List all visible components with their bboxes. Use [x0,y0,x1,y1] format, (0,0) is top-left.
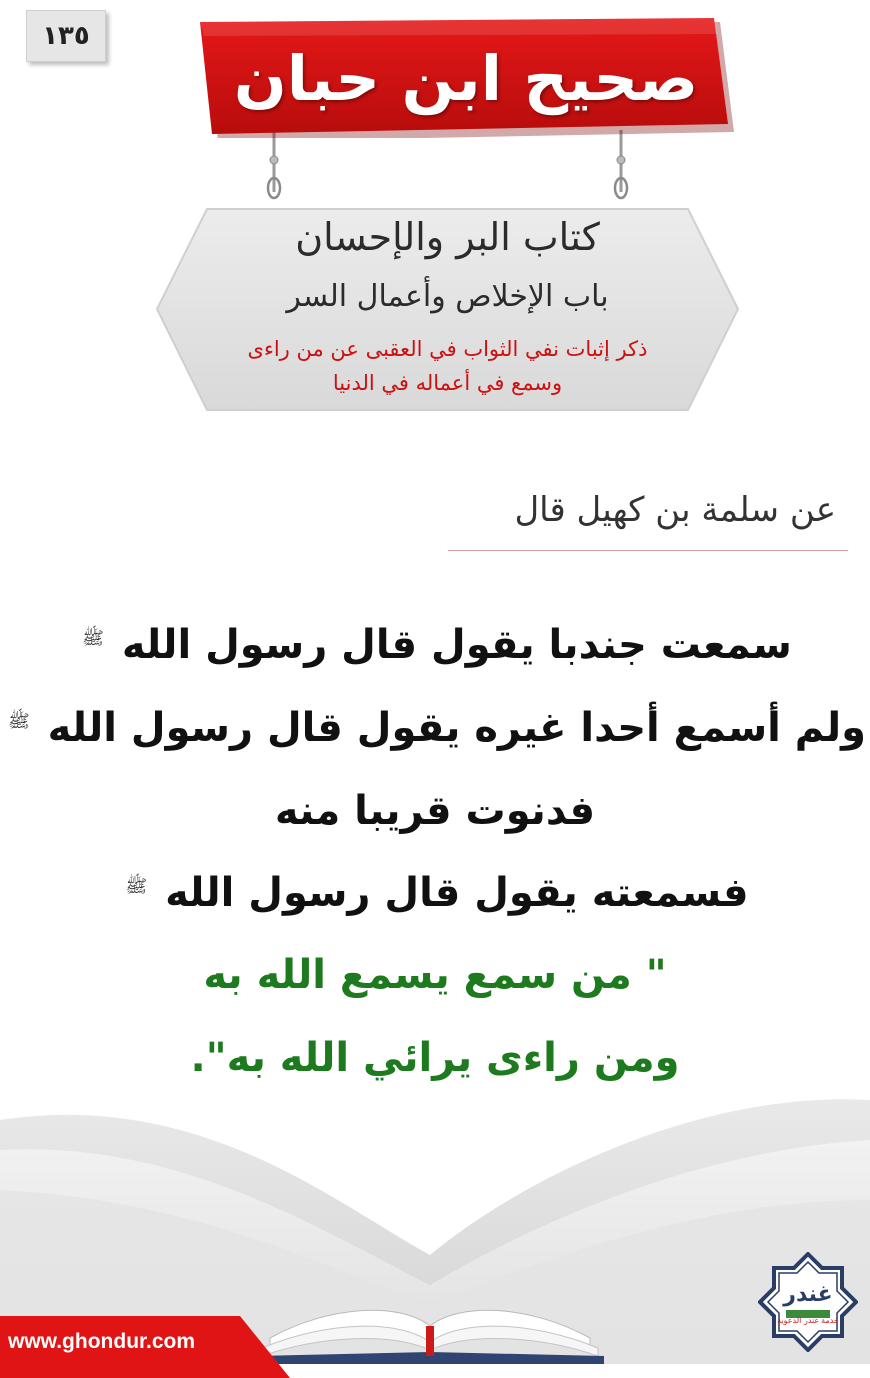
hadith-line-4-text: فسمعته يقول قال رسول الله [165,870,749,916]
hadith-line-3 [0,788,870,834]
hadith-line-1-text: سمعت جندبا يقول قال رسول الله [121,622,792,668]
narrator-divider [448,550,848,551]
hadith-quote-line-1: " من سمع يسمع الله به [203,952,667,998]
hadith-line-2 [0,705,870,751]
chapter-plate [155,207,740,412]
hadith-line-4 [0,870,870,916]
ghondur-logo [758,1252,858,1352]
topic-line-1: ذكر إثبات نفي الثواب في العقبى عن من راءى [247,337,648,361]
book-title: كتاب البر والإحسان [295,215,600,259]
title-banner [196,18,736,138]
topic-line-2: وسمع في أعماله في الدنيا [332,371,563,395]
banner-title: صحيح ابن حبان [233,41,699,115]
page-number-badge: ١٣٥ [26,10,106,62]
salutation-glyph: ﷺ [7,710,30,732]
website-strip [0,1316,290,1378]
logo-subtitle: خدمة غندر الدعوية [777,1316,839,1325]
salutation-glyph: ﷺ [82,627,104,649]
hadith-line-2-text: ولم أسمع أحدا غيره يقول قال رسول الله [47,705,867,751]
logo-name: غندر [783,1282,833,1307]
salutation-glyph: ﷺ [125,875,148,897]
chapter-title: باب الإخلاص وأعمال السر [286,279,609,314]
hadith-line-1 [0,622,870,668]
website-link[interactable]: www.ghondur.com [8,1330,196,1353]
hadith-line-3-text: فدنوت قريبا منه [274,788,596,834]
narrator-line: عن سلمة بن كهيل قال [514,490,836,530]
hadith-quote-line-2: ومن راءى يرائي الله به". [190,1035,680,1081]
